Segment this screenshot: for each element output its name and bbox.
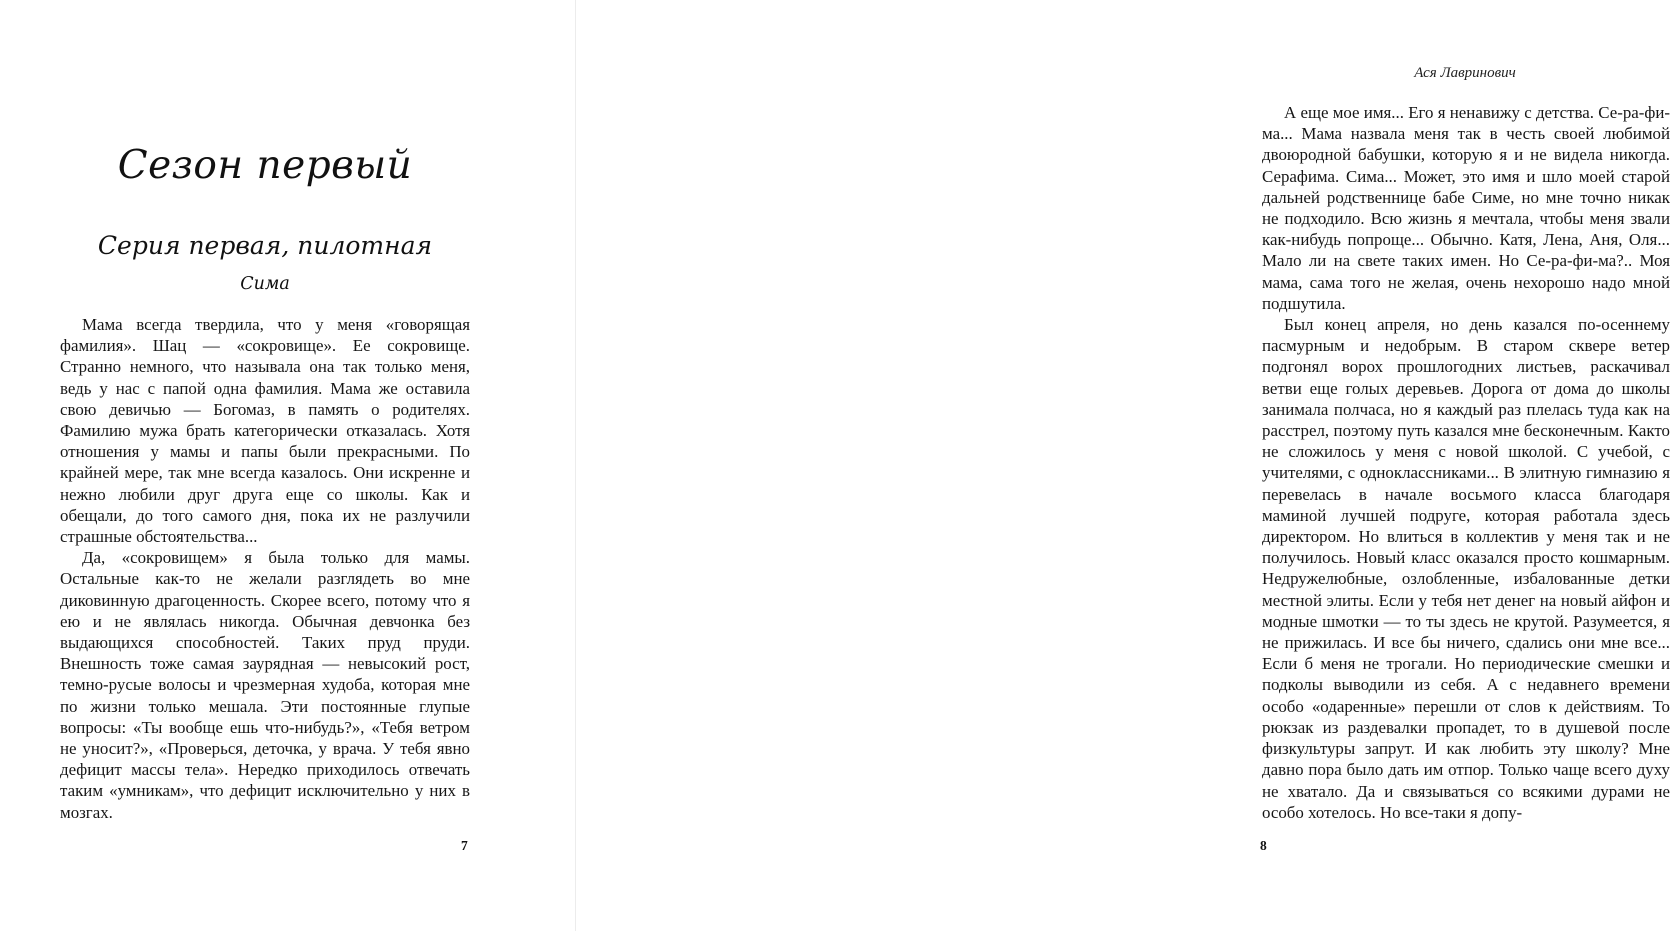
page-number: 8 bbox=[1260, 838, 1267, 853]
season-title: Сезон первый bbox=[117, 143, 413, 188]
right-body-text bbox=[1262, 102, 1670, 823]
page-number: 7 bbox=[461, 838, 468, 853]
episode-title: Серия первая, пилотная bbox=[97, 231, 433, 260]
body-paragraph: Был конец апреля, но день казался по-осеннему пасмурным и недобрым. В старом сквере ветер подгонял ворох прошлогодних листьев, раскачивал ветви еще голых деревьев. Дорога от дома до школы занимала полчаса, но я каждый раз плелась туда как на расстрел, поэтому путь казался мне бесконечным. Както не сложилось у меня с новой школой. С учебой, с учителями, с одноклассниками... В элитную гимназию я перевелась в начале восьмого класса благодаря маминой лучшей подруге, которая работала здесь директором. Но влиться в коллектив у меня так и не получилось. Новый класс оказался просто кошмарным. Недружелюбные, озлобленные, избалованные детки местной элиты. Если у тебя нет денег на новый айфон и модные шмотки — то ты здесь не крутой. Разумеется, я не прижилась. И все бы ничего, сдались они мне все... Если б меня не трогали. Но периодические смешки и подколы выводили из себя. А с недавнего времени особо «одаренные» перешли от слов к действиям. То рюкзак из раздевалки пропадет, то в душевой после физкультуры запрут. И как любить эту школу? Мне давно пора было дать им отпор. Только чаще всего духу не хватало. Да и связываться со всякими дурами не особо хотелось. Но все-таки я допу- bbox=[1262, 315, 1670, 822]
left-page bbox=[0, 0, 575, 931]
body-paragraph: А еще мое имя... Его я ненавижу с детства. Се-ра-фи-ма... Мама назвала меня так в честь своей любимой двоюродной бабушки, которую я и не видела никогда. Серафима. Сима... Может, это имя и шло моей старой дальней родственнице бабе Симе, но мне точно никак не подходило. Всю жизнь я мечтала, чтобы меня звали как-нибудь попроще... Обычно. Катя, Лена, Аня, Оля... Мало ли на свете таких имен. Но Се-ра-фи-ма?.. Моя мама, сама того не желая, очень нехорошо надо мной подшутила. bbox=[1262, 103, 1670, 313]
left-body-text bbox=[60, 314, 470, 823]
chapter-title: Сима bbox=[240, 274, 290, 294]
running-header-author: Ася Лавринович bbox=[1414, 65, 1516, 81]
body-paragraph: Да, «сокровищем» я была только для мамы. Остальные как-то не желали разглядеть во мне диковинную драгоценность. Скорее всего, потому что я ею и не являлась никогда. Обычная девчонка без выдающихся способностей. Таких пруд пруди. Внешность тоже самая заурядная — невысокий рост, темно-русые волосы и чрезмерная худоба, которая мне по жизни только мешала. Эти постоянные глупые вопросы: «Ты вообще ешь что-нибудь?», «Тебя ветром не уносит?», «Проверься, деточка, у врача. У тебя явно дефицит массы тела». Нередко приходилось отвечать таким «умникам», что дефицит исключительно у них в мозгах. bbox=[60, 548, 470, 822]
body-paragraph: Мама всегда твердила, что у меня «говорящая фамилия». Шац — «сокровище». Ее сокровище. Странно немного, что называла она так только меня, ведь у нас с папой одна фамилия. Мама же оставила свою девичью — Богомаз, в память о родителях. Фамилию мужа брать категорически отказалась. Хотя отношения у мамы и папы были прекрасными. По крайней мере, так мне всегда казалось. Они искренне и нежно любили друг друга еще со школы. Как и обещали, до того самого дня, пока их не разлучили страшные обстоятельства... bbox=[60, 315, 470, 547]
right-page bbox=[576, 0, 1670, 931]
